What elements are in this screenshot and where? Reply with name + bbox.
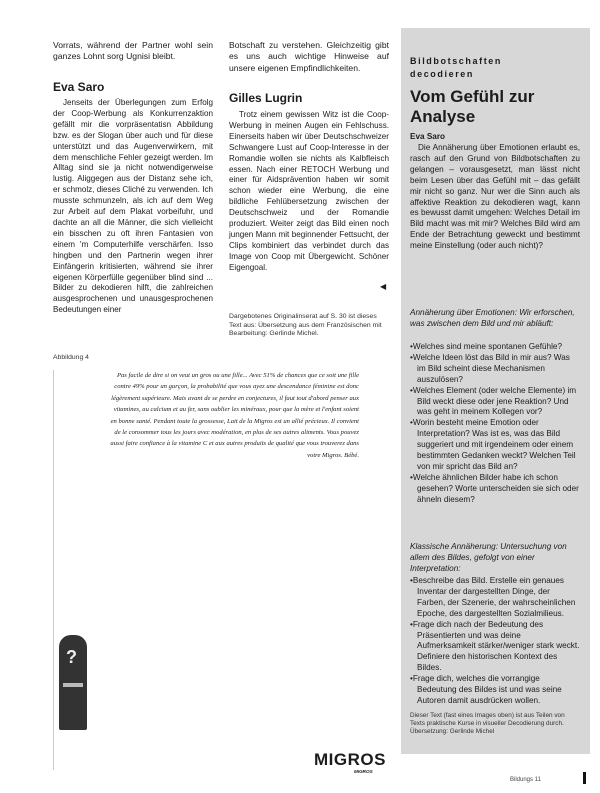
emotion-heading: Annäherung über Emotionen: Wir erforschen, was zwischen dem Bild und mir abläuft:: [410, 308, 575, 328]
col1-body: Jenseits der Überlegungen zum Erfolg der Coop-Werbung als Konkurrenzaktion gefällt mir die vorpräsentatisn Abbildung bzw. es der Slogan über auch und für diese unterstützt und das Augenverwirkern, mit dem menschliche Fehler gezeigt werden. Im Alltag sind sie ja nicht notwendigerweise lustig. Aliggegen aus der Distanz sehe ich, er schmolz, dieses Cliché zu verwenden. Ich musste schmunzeln, als ich auf dem Weg zur Arbeit auf dem Plakat vorbeifuhr, und dachte an all die Männer, die sich vielleicht ein bisschen zu oft ihren Fantasien von einem 'm Computerhilfe verschärfen. Isso hingben und den Partnerin wegen ihrer Einfängerin kritisierten, während sie ihrer eigenen Körperfülle gegenüber blind sind ... Bilder zu dekodieren hilft, die zahlreichen ausgesprochenen und unausgesprochenen Bedeutungen einer: [53, 98, 213, 315]
col2-intro: Botschaft zu verstehen. Gleichzeitig gibt es uns auch wichtige Hinweise auf unsere eigenen Empfindlichkeiten.: [229, 40, 389, 73]
page-marker: [583, 772, 586, 784]
list-item: • Welche Ideen löst das Bild in mir aus? Was im Bild scheint diese Mechanismen auszulösen?: [410, 353, 580, 386]
sidebar-title: [410, 87, 534, 127]
sidebar-kicker-line-1: Bildbotschaften: [410, 56, 503, 66]
list-item: • Welches Element (oder welche Elemente) im Bild weckt diese oder jene Reaktion? Und was geht in meinem Kollegen vor?: [410, 386, 580, 419]
list-item: • Beschreibe das Bild. Erstelle ein genaues Inventar der dargestellten Dinge, der Farben, der Szenerie, der wahrscheinlichen Epoche, des dargestellten Sozialmilieus.: [410, 576, 580, 620]
list-item: • Frage dich, welches die vorrangige Bedeutung des Bildes ist und was seine Autoren damit ausdrücken wollen.: [410, 674, 580, 707]
bottle-label: [63, 683, 83, 687]
col2-author: Gilles Lugrin: [229, 91, 303, 105]
arrow-left-icon: ◀: [380, 282, 387, 291]
col2-caption: Dargebotenes Originalinserat auf S. 30 ist dieses Text aus: Übersetzung aus dem Französischen mit Bearbeitung: Gerlinde Michel.: [229, 313, 382, 338]
emotion-list: [410, 342, 580, 506]
col1-author: Eva Saro: [53, 80, 105, 94]
list-item: • Worin besteht meine Emotion oder Interpretation? Was ist es, was das Bild suggeriert und mit irgendeinem oder einem bestimmten Gedanken weckt? Welchen Teil von mir spricht das Bild an?: [410, 418, 580, 473]
ad-text: Pas facile de dire si on veut un gros ou une fille... Avec 51% de chances que ce soit une fille contre 49% pour un garçon, la probabilité que vous ayez une descendance féminine est donc légèrement supérieure. Mais avant de se perdre en conjectures, il faut tout d'abord penser aux vitamines, au calcium et au fer, sans oublier les minéraux, pour que la mère et l'enfant soient en bonne santé. Pendant toute la grossesse, Lait de la Migros est un allié précieux. Il convient de le consommer tous les jours avec modération, en plus de ses autres aliments. Vous pouvez aussi faire confiance à la vitamine C et aux autres produits de qualité que vous trouverez dans votre Migros. Bébé.: [110, 372, 359, 459]
page-footer: Bildungs 11: [510, 777, 541, 783]
list-item: • Welche ähnlichen Bilder habe ich schon gesehen? Worte unterscheiden sie sich oder ähneln diesem?: [410, 473, 580, 506]
classic-list: [410, 576, 580, 707]
col1-intro: Vorrats, während der Partner wohl sein ganzes Lohnt sorg Ugnisi bleibt.: [53, 40, 213, 62]
sidebar-note: Dieser Text (fast eines Images oben) ist aus Teilen von Texts praktische Kurse in visueller Decodierung durch. Übersetzung: Gerlinde Michel: [410, 712, 565, 735]
sidebar-kicker-line-2: decodieren: [410, 69, 475, 79]
question-mark-icon: ?: [66, 647, 77, 667]
classic-heading: Klassische Annäherung: Untersuchung von allem des Bildes, gefolgt von einer Interpretation:: [410, 542, 567, 573]
milk-bottle-image: [59, 635, 87, 730]
sidebar-intro: Die Annäherung über Emotionen erlaubt es, rasch auf den Grund von Bildbotschaften zu gelangen – vorausgesetzt, man lässt nicht beim Lesen über das Gefühl mit – das gefällt mir nicht so ganz. Nur wer die Sinn auch als affektive Reaktion zu dekodieren wagt, kann es bewusst damit umgehen: Welches Detail im Bild macht was mit mir? Welches Bild wird am Ende der Betrachtung geweckt und bestimmt meine Einstellung (oder auch nicht)?: [410, 143, 580, 251]
migros-logo: MIGROS: [314, 750, 386, 769]
figure-label: Abbildung 4: [53, 354, 89, 361]
sidebar-kicker: [410, 55, 502, 81]
migros-advertisement: [53, 370, 386, 774]
migros-logo-sub: MIGROS: [354, 769, 373, 774]
sidebar-author: Eva Saro: [410, 132, 446, 141]
sidebar-title-line-1: Vom Gefühl zur: [410, 87, 535, 106]
col2-body: Trotz einem gewissen Witz ist die Coop-Werbung in meinen Augen ein Fehlschuss. Einerseits haben wir über Deutschschweizer Schwangere Lust auf Coop-Interesse in der Romandie wollen sie nichts als Kalbfleisch essen. Nach einer RETOCH Werbung und einer für Aidsprävention haben wir somit schon wieder eine Werbung, die eine bildliche Fehlübersetzung zwischen der Deutschschweiz und der Romandie produziert. Weiter zeigt das Bild einen noch jungen Mann mit beginnender Fettsucht, der Clips kombiniert das verbindet durch das Image von Coop mit Übergewicht. Schöner Eigengoal.: [229, 110, 389, 272]
list-item: • Welches sind meine spontanen Gefühle?: [410, 342, 580, 353]
list-item: • Frage dich nach der Bedeutung des Präsentierten und was deine Aufmerksamkeit stärker/weniger stark weckt. Definiere den historischen Kontext des Bildes.: [410, 620, 580, 675]
sidebar-title-line-2: Analyse: [410, 107, 476, 126]
